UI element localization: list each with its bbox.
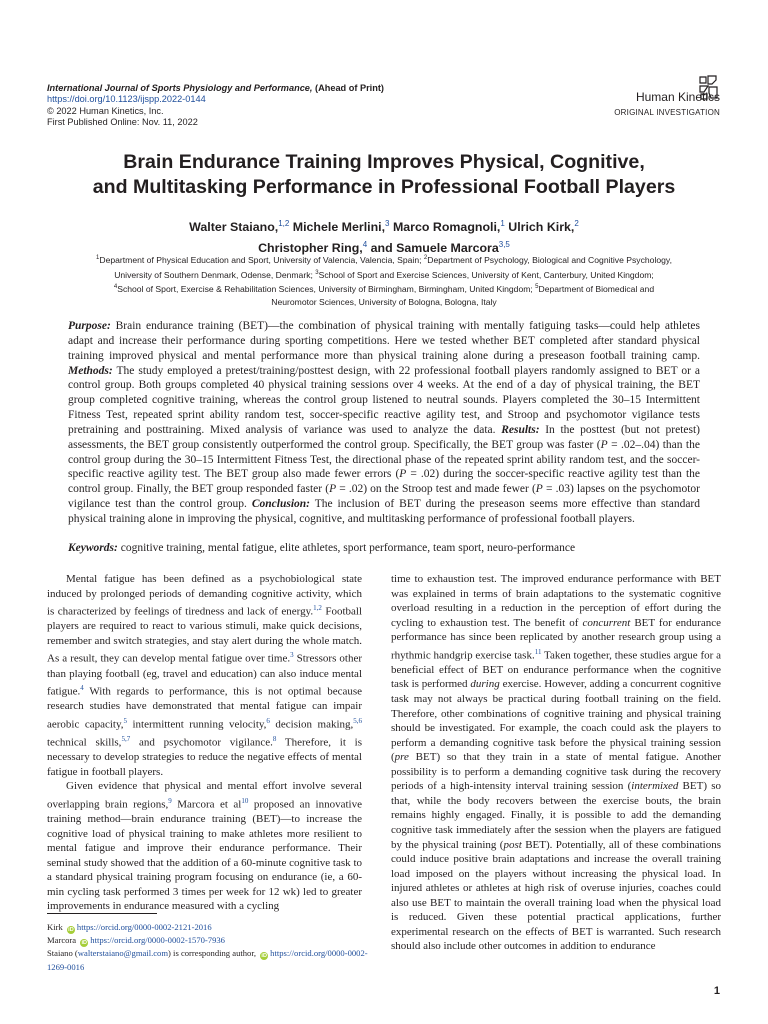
results-text: In the posttest (but not pretest) assessments, the BET group consistently outperformed the control group. Specifically, the BET group was faster (	[68, 423, 701, 451]
body-column-right	[391, 572, 721, 954]
affiliation-2: Department of Psychology, Biological and Cognitive Psychology,	[427, 254, 672, 265]
journal-name: International Journal of Sports Physiology and Performance,	[47, 83, 313, 93]
copyright: © 2022 Human Kinetics, Inc.	[47, 105, 164, 116]
author-affil-ref[interactable]: 2	[574, 219, 579, 228]
p-value-symbol: P	[535, 483, 543, 496]
body-paragraph: time to exhaustion test. The improved endurance performance with BET was explained in terms of brain adaptations to the systematic cognitive overload resulting in a reduction in the perception of effort during the cycling to exhaustion test. The benefit of concurrent BET for endurance performance has since been replicated by another research group using a rhythmic handgrip exercise task.$^{11}$ Taken together, these studies argue for a beneficial effect of BET on endurance performance when the cognitive task is performed during exercise. However, adding a concurrent cognitive task may not always be practical during football training on the field. Therefore, other combinations of cognitive training and physical training should be investigated. For example, the coach could ask the players to perform a demanding cognitive task before the physical training session (pre BET) so that they train in a state of mental fatigue. Another possibility is to perform a demanding cognitive task during the recovery periods of a high-intensity interval training session (intermixed BET) so that, while the body recovers between the exercise bouts, the brain remains highly engaged. Finally, it is possible to add the demanding cognitive task immediately after the session when the players are fatigued by the physical training (post BET). Potentially, all of these combinations could induce positive brain adaptations and increase the overall training load imposed on the players without increasing the physical load. In injured athletes or athletes at high risk of overuse injuries, coaches could also use BET to maintain the overall training load when the physical load is reduced. Given these potential practical applications, further experimental research on the effects of BET is warranted. Such research should also include other outcomes in addition to endurance	[391, 573, 721, 953]
conclusion-label: Conclusion:	[251, 498, 310, 511]
page-number: 1	[713, 985, 720, 997]
p-value-symbol: P	[399, 468, 407, 481]
email-link[interactable]: walterstaiano@gmail.com	[77, 948, 169, 959]
results-text: = .03) lapses on the psychomotor vigilance test than the control group.	[68, 483, 701, 511]
author-name: Michele Merlini,	[292, 220, 386, 235]
author-list	[48, 215, 720, 257]
orcid-icon: iD	[68, 927, 74, 933]
publisher-name: Human Kinetics	[635, 90, 720, 104]
journal-header	[47, 83, 384, 129]
orcid-link[interactable]: https://orcid.org/0000-0002-1570-7936	[90, 935, 225, 946]
conclusion-text: The inclusion of BET during the preseason seems more effective than standard physical training alone in improving the physical, cognitive, and multitasking performance of professional football players.	[68, 498, 701, 525]
orcid-link[interactable]: https://orcid.org/0000-0002-2121-2016	[76, 922, 212, 932]
results-text: = .02) during the soccer-specific reactive agility test than the control group. Finally, the BET group responded faster (	[68, 468, 700, 496]
p-value-symbol: P	[600, 438, 608, 451]
affiliation-5: Department of Biomedical and	[538, 283, 655, 294]
results-label: Results:	[501, 423, 540, 436]
purpose-text: Brain endurance training (BET)—the combination of physical training with mentally fatiguing tasks—could help athletes adapt and increase their performance during sporting competitions. Here we tested whether BET completed after standard physical training improved physical and mental performance more than physical training alone during a preseason football training camp.	[68, 320, 700, 362]
article-type: ORIGINAL INVESTIGATION	[614, 108, 720, 117]
footnote-marcora: Marcora iD https://orcid.org/0000-0002-1570-7936	[47, 935, 225, 947]
orcid-link[interactable]: https://orcid.org/0000-0002-1269-0016	[47, 948, 368, 972]
abstract	[68, 319, 700, 527]
author-affil-ref[interactable]: 1	[500, 219, 505, 228]
results-text: = .02) on the Stroop test and made fewer (	[336, 483, 536, 496]
keywords-text: cognitive training, mental fatigue, elite athletes, sport performance, team sport, neuro-performance	[120, 542, 576, 554]
citation-ref[interactable]: 8	[272, 735, 277, 744]
citation-ref[interactable]: 1,2	[313, 604, 322, 613]
results-text: = .02–.04) than the control group during the 30–15 Intermittent Fitness Test, the directional phase of the repeated sprint ability random test, and the soccer-specific reactive agility test. The BET group also made fewer errors (	[68, 438, 700, 481]
affiliation-3: School of Sport and Exercise Sciences, University of Kent, Canterbury, United Kingdom;	[318, 269, 654, 280]
citation-ref[interactable]: 5,7	[121, 735, 131, 744]
author-affil-ref[interactable]: 3	[385, 219, 390, 228]
keywords-label: Keywords:	[68, 542, 118, 554]
keywords	[68, 541, 700, 555]
citation-ref[interactable]: 5	[123, 716, 128, 725]
published-date: First Published Online: Nov. 11, 2022	[47, 117, 198, 128]
footnote-staiano: Staiano (walterstaiano@gmail.com) is corresponding author, iD https://orcid.org/0000-0002-1269-0016	[47, 948, 368, 972]
orcid-icon: iD	[81, 940, 88, 947]
affiliation-4: School of Sport, Exercise & Rehabilitation Sciences, University of Birmingham, Birmingham, United Kingdom;	[117, 283, 533, 294]
article-title	[48, 150, 720, 200]
citation-ref[interactable]: 4	[80, 684, 84, 693]
body-paragraph: Mental fatigue has been defined as a psychobiological state induced by prolonged periods of demanding cognitive activity, which is characterized by feelings of tiredness and lack of energy.$^{1,2}$ Football players are required to react to various stimuli, make quick decisions, remember and switch strategies, and stay alert during the whole match. As a result, they can develop mental fatigue over time.$^3$ Stressors other than playing football (eg, travel and education) can also induce mental fatigue.$^4$ With regards to performance, this is not optimal because research studies have demonstrated that mental fatigue can impair aerobic capacity,$^5$ intermittent running velocity,$^6$ decision making,$^{5,6}$ technical skills,$^{5,7}$ and psychomotor vigilance.$^8$ Therefore, it is necessary to develop strategies to reduce the negative effects of mental fatigue in football players.	[47, 573, 363, 778]
affiliation-2-cont: University of Southern Denmark, Odense, Denmark;	[114, 269, 313, 280]
citation-ref[interactable]: 10	[241, 796, 249, 805]
author-name: and Samuele Marcora	[370, 241, 499, 256]
affiliation-1: Department of Physical Education and Sport, University of Valencia, Valencia, Spain;	[99, 254, 422, 265]
footnote-rule	[47, 913, 157, 914]
citation-ref[interactable]: 5,6	[353, 716, 363, 725]
methods-label: Methods:	[68, 364, 113, 377]
body-column-left	[47, 572, 362, 914]
affiliation-5-cont: Neuromotor Sciences, University of Bologna, Bologna, Italy	[271, 296, 497, 307]
body-paragraph: Given evidence that physical and mental effort involve several overlapping brain regions,$^9$ Marcora et $al^{10}$ proposed an innovative training method—brain endurance training (BET)—to increase the cognitive load of physical training to make athletes more resilient to mental fatigue and improve their endurance performance. Their seminal study showed that the addition of a 60-minute cognitive task to a standard physical training program focusing on endurance (ie, a 60-min cycling task performed 3 times per week for 12 wk) led to greater improvements in endurance measured with a cycling	[47, 780, 362, 913]
citation-ref[interactable]: 3	[290, 651, 294, 660]
ahead-of-print: (Ahead of Print)	[315, 83, 384, 93]
methods-text: The study employed a pretest/training/posttest design, with 22 professional football players randomly assigned to BET or a control group. Both groups completed 40 physical training sessions over 4 weeks. At the end of a day of physical training, the BET group completed cognitive training, whereas the control group listened to neutral sounds. Players completed the 30–15 Intermittent Fitness Test, repeated sprint ability random test, soccer-specific reactive agility test, and Stroop and psychomotor vigilance tests pretraining and posttraining. Mixed analysis of variance was used to analyze the data.	[68, 364, 700, 436]
orcid-icon: iD	[261, 953, 267, 960]
p-value-symbol: P	[329, 483, 337, 496]
title-line-1: Brain Endurance Training Improves Physical, Cognitive,	[123, 151, 645, 173]
author-affil-ref[interactable]: 4	[362, 240, 368, 250]
author-name: Christopher Ring,	[258, 241, 363, 256]
citation-ref[interactable]: 6	[266, 716, 270, 725]
footnote-kirk: Kirk iD https://orcid.org/0000-0002-2121-2016	[47, 922, 212, 933]
footnotes	[47, 921, 377, 974]
title-line-2: and Multitasking Performance in Professional Football Players	[92, 176, 676, 198]
author-name: Marco Romagnoli,	[392, 220, 501, 235]
author-affil-ref[interactable]: 3,5	[498, 240, 510, 250]
journal-line	[47, 83, 384, 94]
publisher-block	[580, 74, 720, 120]
citation-ref[interactable]: 9	[168, 796, 172, 805]
doi-link[interactable]: https://doi.org/10.1123/ijspp.2022-0144	[47, 94, 206, 105]
purpose-label: Purpose:	[68, 320, 111, 332]
author-name: Ulrich Kirk,	[508, 220, 575, 235]
author-affil-ref[interactable]: 1,2	[278, 219, 290, 228]
affiliations: $^1$Department of Physical Education and Sport, University of Valencia, Valencia, Spain; $^2$Department of Psychology, Biological and Cognitive Psychology, University of Southern Denmark, Odense, Denmark; $^3$School of Sport and Exercise Sciences, University of Kent, Canterbury, United Kingdom; $^4$School of Sport, Exercise & Rehabilitation Sciences, University of Birmingham, Birmingham, United Kingdom; $^5$Department of Biomedical and Neuromotor Sciences, University of Bologna, Bologna, Italy	[96, 254, 672, 307]
citation-ref[interactable]: 11	[534, 647, 542, 656]
author-name: Walter Staiano,	[189, 220, 279, 235]
